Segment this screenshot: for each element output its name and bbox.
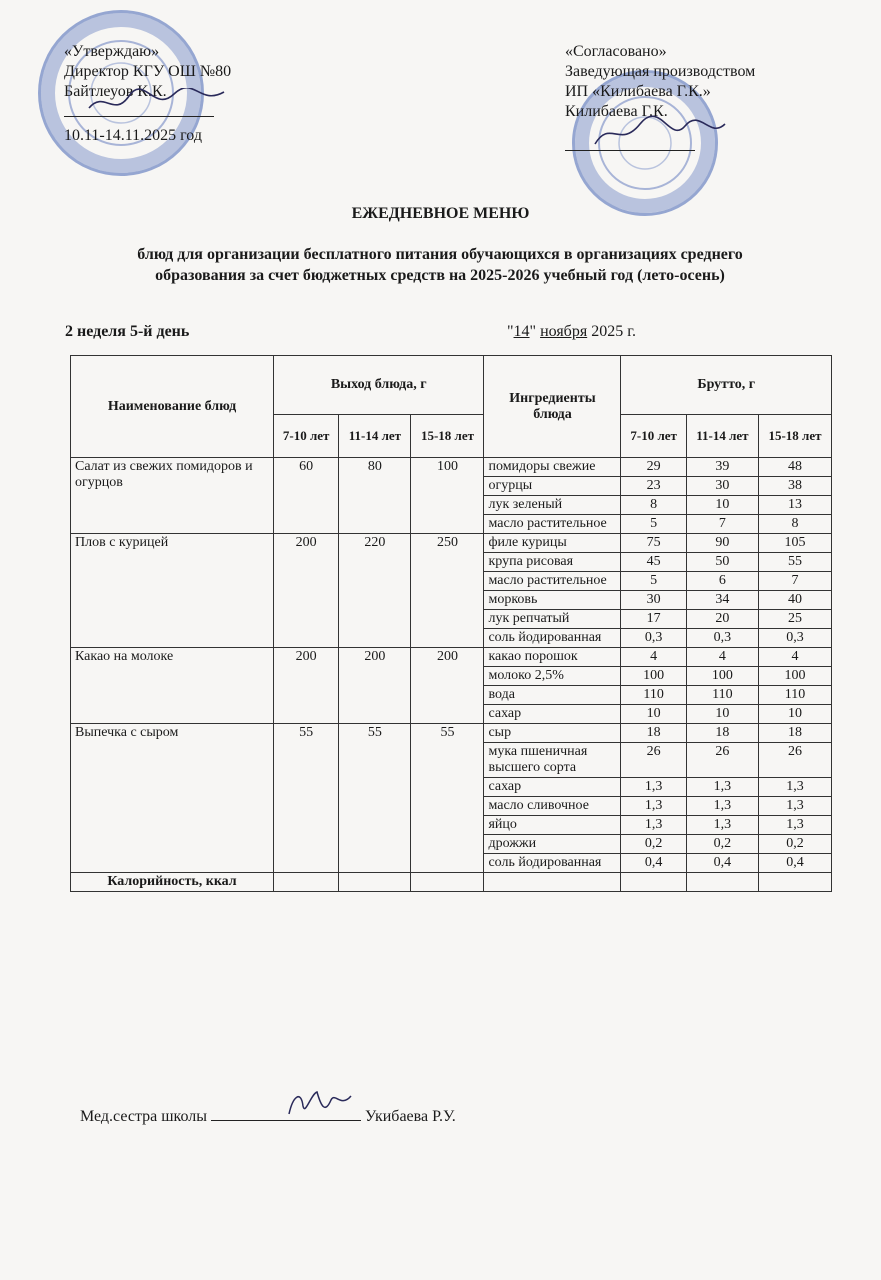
ingredient-gross: 7 [758, 572, 831, 591]
agreement-signature [565, 122, 755, 152]
ingredient-gross: 38 [758, 477, 831, 496]
approval-name: Байтлеуов К.К. [64, 83, 167, 100]
ingredient-name: филе курицы [484, 534, 621, 553]
ingredient-name: лук репчатый [484, 610, 621, 629]
ingredient-gross: 39 [686, 458, 758, 477]
ingredient-gross: 4 [686, 648, 758, 667]
dish-output: 55 [274, 724, 339, 873]
dish-output: 80 [339, 458, 411, 534]
ingredient-name: лук зеленый [484, 496, 621, 515]
dish-output: 200 [274, 648, 339, 724]
ingredient-gross: 55 [758, 553, 831, 572]
ingredient-gross: 100 [758, 667, 831, 686]
header-age: 15-18 лет [758, 415, 831, 458]
header-age: 11-14 лет [339, 415, 411, 458]
table-row [71, 724, 832, 743]
header-age: 7-10 лет [274, 415, 339, 458]
calories-cell [411, 873, 484, 892]
calories-cell [339, 873, 411, 892]
ingredient-name: морковь [484, 591, 621, 610]
calories-cell [621, 873, 686, 892]
ingredient-gross: 34 [686, 591, 758, 610]
dish-output: 200 [411, 648, 484, 724]
ingredient-name: сахар [484, 778, 621, 797]
nurse-label: Мед.сестра школы [80, 1108, 208, 1125]
ingredient-gross: 30 [621, 591, 686, 610]
dish-output: 200 [339, 648, 411, 724]
ingredient-name: сыр [484, 724, 621, 743]
ingredient-name: сахар [484, 705, 621, 724]
ingredient-gross: 8 [621, 496, 686, 515]
agreement-position: Заведующая производством [565, 63, 756, 80]
ingredient-gross: 20 [686, 610, 758, 629]
table-row [71, 458, 832, 477]
ingredient-gross: 10 [621, 705, 686, 724]
ingredient-name: соль йодированная [484, 854, 621, 873]
ingredient-gross: 1,3 [621, 797, 686, 816]
calories-cell [686, 873, 758, 892]
header-output: Выход блюда, г [274, 356, 484, 415]
ingredient-gross: 110 [686, 686, 758, 705]
ingredient-gross: 18 [621, 724, 686, 743]
table-row [71, 648, 832, 667]
nurse-name: Укибаева Р.У. [365, 1108, 456, 1125]
ingredient-name: мука пшеничная высшего сорта [484, 743, 621, 778]
approval-signature [64, 102, 231, 126]
menu-date: "14" ноября 2025 г. [507, 323, 636, 340]
ingredient-name: яйцо [484, 816, 621, 835]
calories-row [71, 873, 832, 892]
ingredient-gross: 0,3 [686, 629, 758, 648]
ingredient-gross: 10 [686, 705, 758, 724]
ingredient-gross: 5 [621, 515, 686, 534]
ingredient-name: масло сливочное [484, 797, 621, 816]
ingredient-gross: 1,3 [621, 816, 686, 835]
ingredient-name: соль йодированная [484, 629, 621, 648]
ingredient-gross: 4 [621, 648, 686, 667]
header-age: 15-18 лет [411, 415, 484, 458]
ingredient-gross: 13 [758, 496, 831, 515]
ingredient-gross: 25 [758, 610, 831, 629]
ingredient-gross: 75 [621, 534, 686, 553]
date-year: 2025 г. [591, 323, 636, 340]
ingredient-gross: 26 [621, 743, 686, 778]
ingredient-gross: 18 [686, 724, 758, 743]
header-ingredients: Ингредиенты блюда [484, 356, 621, 458]
header-gross: Брутто, г [621, 356, 832, 415]
ingredient-gross: 5 [621, 572, 686, 591]
menu-table-body [71, 458, 832, 873]
agreement-heading: «Согласовано» [565, 43, 667, 60]
ingredient-gross: 1,3 [758, 797, 831, 816]
ingredient-gross: 45 [621, 553, 686, 572]
ingredient-name: какао порошок [484, 648, 621, 667]
dish-name: Какао на молоке [71, 648, 274, 724]
ingredient-gross: 48 [758, 458, 831, 477]
week-day-label: 2 неделя 5-й день [65, 323, 190, 340]
ingredient-gross: 105 [758, 534, 831, 553]
calories-label: Калорийность, ккал [71, 873, 274, 892]
table-row [71, 534, 832, 553]
ingredient-gross: 0,4 [621, 854, 686, 873]
ingredient-name: масло растительное [484, 515, 621, 534]
ingredient-gross: 10 [686, 496, 758, 515]
ingredient-gross: 90 [686, 534, 758, 553]
document-title: ЕЖЕДНЕВНОЕ МЕНЮ [351, 205, 530, 222]
ingredient-gross: 1,3 [686, 816, 758, 835]
ingredient-gross: 0,3 [758, 629, 831, 648]
agreement-block [565, 42, 755, 152]
ingredient-gross: 0,4 [686, 854, 758, 873]
ingredient-name: огурцы [484, 477, 621, 496]
dish-name: Выпечка с сыром [71, 724, 274, 873]
dish-output: 55 [339, 724, 411, 873]
ingredient-gross: 100 [621, 667, 686, 686]
ingredient-name: дрожжи [484, 835, 621, 854]
ingredient-gross: 7 [686, 515, 758, 534]
ingredient-gross: 110 [621, 686, 686, 705]
ingredient-gross: 100 [686, 667, 758, 686]
ingredient-name: помидоры свежие [484, 458, 621, 477]
menu-table [70, 355, 832, 892]
calories-cell [484, 873, 621, 892]
calories-cell [274, 873, 339, 892]
ingredient-gross: 18 [758, 724, 831, 743]
ingredient-gross: 40 [758, 591, 831, 610]
dish-name: Салат из свежих помидоров и огурцов [71, 458, 274, 534]
nurse-signature-line [80, 1106, 456, 1126]
calories-cell [758, 873, 831, 892]
dish-output: 60 [274, 458, 339, 534]
ingredient-gross: 1,3 [758, 816, 831, 835]
nurse-signature [211, 1106, 361, 1121]
ingredient-gross: 0,4 [758, 854, 831, 873]
ingredient-gross: 0,2 [758, 835, 831, 854]
ingredient-name: молоко 2,5% [484, 667, 621, 686]
ingredient-gross: 1,3 [621, 778, 686, 797]
ingredient-gross: 4 [758, 648, 831, 667]
ingredient-gross: 110 [758, 686, 831, 705]
ingredient-gross: 10 [758, 705, 831, 724]
header-dish: Наименование блюд [71, 356, 274, 458]
approval-block [64, 42, 231, 146]
document-subtitle: блюд для организации бесплатного питания обучающихся в организациях среднего образования за счет бюджетных средств на 2025-2026 учебный год (лето-осень) [137, 246, 743, 284]
date-day: 14 [513, 323, 530, 340]
ingredient-gross: 23 [621, 477, 686, 496]
approval-period: 10.11-14.11.2025 год [64, 127, 202, 144]
agreement-name: Килибаева Г.К. [565, 103, 668, 120]
ingredient-gross: 30 [686, 477, 758, 496]
ingredient-gross: 0,2 [621, 835, 686, 854]
ingredient-name: крупа рисовая [484, 553, 621, 572]
ingredient-name: масло растительное [484, 572, 621, 591]
dish-output: 55 [411, 724, 484, 873]
dish-output: 100 [411, 458, 484, 534]
header-age: 7-10 лет [621, 415, 686, 458]
dish-output: 200 [274, 534, 339, 648]
agreement-org: ИП «Килибаева Г.К.» [565, 83, 711, 100]
ingredient-gross: 0,3 [621, 629, 686, 648]
dish-name: Плов с курицей [71, 534, 274, 648]
ingredient-gross: 1,3 [758, 778, 831, 797]
approval-position: Директор КГУ ОШ №80 [64, 63, 232, 80]
ingredient-gross: 6 [686, 572, 758, 591]
signature-icon [281, 1086, 361, 1120]
ingredient-gross: 17 [621, 610, 686, 629]
ingredient-name: вода [484, 686, 621, 705]
header-age: 11-14 лет [686, 415, 758, 458]
ingredient-gross: 50 [686, 553, 758, 572]
approval-heading: «Утверждаю» [64, 43, 160, 60]
dish-output: 250 [411, 534, 484, 648]
ingredient-gross: 8 [758, 515, 831, 534]
ingredient-gross: 26 [758, 743, 831, 778]
dish-output: 220 [339, 534, 411, 648]
date-month: ноября [540, 323, 588, 340]
ingredient-gross: 1,3 [686, 778, 758, 797]
ingredient-gross: 26 [686, 743, 758, 778]
ingredient-gross: 29 [621, 458, 686, 477]
ingredient-gross: 0,2 [686, 835, 758, 854]
ingredient-gross: 1,3 [686, 797, 758, 816]
